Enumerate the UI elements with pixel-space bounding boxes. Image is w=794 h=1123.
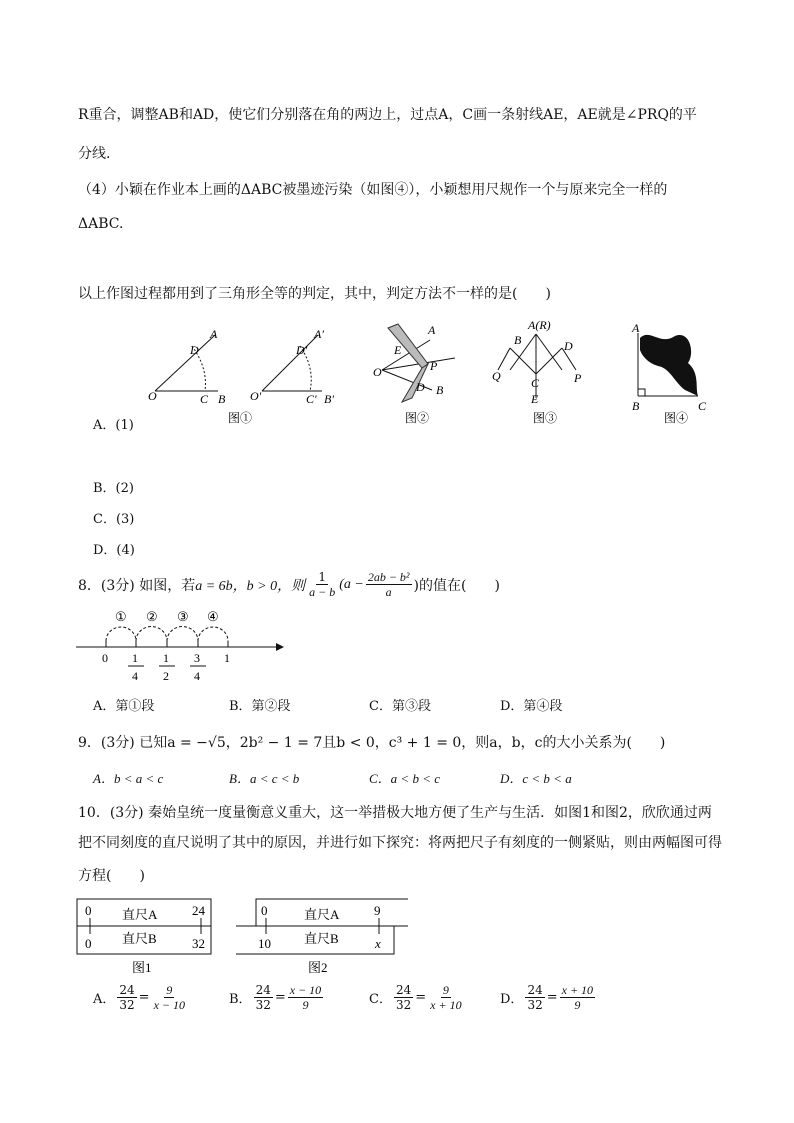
q10-b-rden: 9 <box>302 998 309 1012</box>
svg-text:B: B <box>218 392 226 406</box>
q10-c-lden: 32 <box>395 998 412 1012</box>
fig1-a-left: 0 <box>85 903 92 918</box>
tick-threequarter-num: 3 <box>194 651 200 665</box>
q9-stem: 9．(3分) 已知a = −√5，2b² − 1 = 7且b < 0，c³ + 1 = 0，则a，b，c的大小关系为( ) <box>78 735 666 751</box>
tick-half-num: 1 <box>163 651 169 665</box>
segment-3: ③ <box>177 609 189 624</box>
fig2-label: 图2 <box>308 960 328 975</box>
q10-option-a[interactable]: A． $\frac{24}{32}$ = $\frac{9}{x - 10}$ <box>93 983 186 1012</box>
fig1-b-left: 0 <box>85 936 92 951</box>
svg-text:B′: B′ <box>324 392 334 406</box>
figure-3 <box>492 318 582 425</box>
tick-1: 1 <box>224 651 230 665</box>
q8-frac1-num: 1 <box>318 570 326 584</box>
q7-text-line2: 分线. <box>78 146 111 162</box>
q8-mid: (a − <box>339 576 364 592</box>
q7-text-line1: R重合，调整AB和AD，使它们分别落在角的两边上，过点A，C画一条射线AE，AE就是∠PRQ的平 <box>78 107 697 123</box>
fig2-ruler-b: 直尺B <box>304 931 339 946</box>
svg-text:P: P <box>574 371 582 385</box>
q10-option-d-letter: D． <box>500 992 524 1007</box>
fig2-a-right: 9 <box>374 903 381 918</box>
q10-text-line1: 10．(3分) 秦始皇统一度量衡意义重大，这一举措极大地方便了生产与生活．如图1和图2，欣欣通过两 <box>78 805 712 821</box>
q10-b-lden: 32 <box>255 998 271 1012</box>
fig-label-3: 图③ <box>533 411 558 425</box>
q10-d-rnum: x + 10 <box>561 983 594 997</box>
fig2-b-right: x <box>375 936 381 951</box>
fig-label-1: 图① <box>228 411 253 425</box>
svg-text:B: B <box>514 333 522 347</box>
q8-option-b[interactable]: B．第②段 <box>229 699 291 714</box>
svg-text:C′: C′ <box>306 392 317 406</box>
tick-0: 0 <box>102 651 108 665</box>
q10-option-c-letter: C． <box>369 992 392 1007</box>
q8-fraction-2 <box>366 570 412 599</box>
svg-text:D: D <box>416 380 425 394</box>
q10-c-rnum: 9 <box>442 983 449 997</box>
svg-text:Q: Q <box>492 369 501 383</box>
fig1-ruler-a: 直尺A <box>122 907 158 922</box>
svg-text:A: A <box>210 327 218 341</box>
q10-a-rden: x − 10 <box>153 998 186 1012</box>
q8-frac2-num: 2ab − b² <box>367 570 410 584</box>
q10-a-rnum: 9 <box>166 983 173 997</box>
q10-c-lnum: 24 <box>395 983 412 997</box>
svg-text:O′: O′ <box>250 389 262 403</box>
q10-a-lden: 32 <box>119 998 135 1012</box>
q10-b-rnum: x − 10 <box>289 983 322 997</box>
fig2-a-left: 0 <box>261 903 268 918</box>
q9-option-c[interactable]: C．a < b < c <box>369 771 440 786</box>
svg-text:A(R): A(R) <box>528 318 551 332</box>
q9-option-b[interactable]: B．a < c < b <box>229 771 300 786</box>
svg-text:D: D <box>190 343 199 357</box>
q10-d-rden: 9 <box>574 998 581 1012</box>
svg-text:C: C <box>200 392 209 406</box>
fig-label-2: 图② <box>405 411 430 425</box>
q8-stem <box>78 570 500 599</box>
q8-suffix: )的值在( ) <box>413 577 500 594</box>
q10-option-c[interactable]: C． $\frac{24}{32}$ = $\frac{9}{x + 10}$ <box>369 983 462 1012</box>
q10-c-rden: x + 10 <box>430 998 462 1012</box>
svg-text:B: B <box>436 383 444 397</box>
fig1-label: 图1 <box>132 960 152 975</box>
q10-b-lnum: 24 <box>255 983 271 997</box>
q7-figures <box>130 318 730 428</box>
svg-text:C: C <box>531 376 540 390</box>
svg-text:D′: D′ <box>296 343 308 357</box>
svg-text:E: E <box>531 392 539 406</box>
q8-number-line <box>76 605 286 685</box>
figure-1 <box>148 327 252 425</box>
q8-option-d[interactable]: D．第④段 <box>500 699 563 714</box>
q7-option-c[interactable]: C．(3) <box>93 512 135 527</box>
fig1-ruler-b: 直尺B <box>122 931 157 946</box>
q10-figure-2 <box>236 898 416 978</box>
fig-label-4: 图④ <box>664 411 689 425</box>
q8-frac2-den: a <box>385 585 392 599</box>
q10-text-line3: 方程( ) <box>78 868 145 884</box>
svg-text:E: E <box>394 343 402 357</box>
fig2-ruler-a: 直尺A <box>304 907 340 922</box>
q7-text-line4: ΔABC. <box>78 216 124 232</box>
svg-text:A′: A′ <box>314 327 324 341</box>
svg-text:B: B <box>632 399 640 413</box>
figure-4 <box>631 321 707 425</box>
q9-option-a[interactable]: A．b < a < c <box>93 771 164 786</box>
svg-text:O: O <box>373 365 382 379</box>
q7-option-d[interactable]: D．(4) <box>93 543 135 558</box>
q8-option-a[interactable]: A．第①段 <box>93 699 155 714</box>
svg-text:A: A <box>428 323 436 337</box>
q7-option-a[interactable]: A．(1) <box>93 418 134 433</box>
q7-text-line3: （4）小颖在作业本上画的ΔABC被墨迹污染（如图④），小颖想用尺规作一个与原来完全一样的 <box>78 182 668 198</box>
fig1-b-right: 32 <box>192 936 205 951</box>
svg-text:D: D <box>564 339 573 353</box>
q10-option-d[interactable]: D． $\frac{24}{32}$ = $\frac{x + 10}{9}$ <box>500 983 594 1012</box>
svg-text:O: O <box>148 389 157 403</box>
segment-4: ④ <box>207 609 219 624</box>
q10-option-b[interactable]: B． $\frac{24}{32}$ = $\frac{x - 10}{9}$ <box>229 983 322 1012</box>
svg-text:A: A <box>632 321 640 335</box>
q10-option-a-letter: A． <box>93 992 116 1007</box>
tick-quarter-num: 1 <box>132 651 138 665</box>
svg-text:P: P <box>430 359 438 373</box>
svg-text:C: C <box>698 399 707 413</box>
q9-option-d[interactable]: D．c < b < a <box>500 771 572 786</box>
q8-frac1-den: a − b <box>309 585 336 599</box>
tick-quarter-den: 4 <box>132 669 138 683</box>
segment-2: ② <box>146 609 158 624</box>
q10-a-lnum: 24 <box>119 983 135 997</box>
q10-option-b-letter: B． <box>229 992 252 1007</box>
q10-figure-1 <box>76 898 216 978</box>
q7-option-b[interactable]: B．(2) <box>93 481 134 496</box>
segment-1: ① <box>115 609 127 624</box>
q10-d-lden: 32 <box>527 998 543 1012</box>
figure-2 <box>373 323 455 425</box>
q8-condition: a = 6b，b > 0，则 <box>195 578 306 594</box>
q8-option-c[interactable]: C．第③段 <box>369 699 431 714</box>
tick-half-den: 2 <box>163 669 169 683</box>
fig1-a-right: 24 <box>192 903 205 918</box>
q10-text-line2: 把不同刻度的直尺说明了其中的原因，并进行如下探究：将两把尺子有刻度的一侧紧贴，则由两幅图可得 <box>78 835 722 851</box>
q10-d-lnum: 24 <box>527 983 543 997</box>
fig2-b-left: 10 <box>258 936 271 951</box>
tick-threequarter-den: 4 <box>194 669 200 683</box>
figure-1-copy <box>250 327 334 406</box>
q8-prefix: 8．(3分) 如图，若 <box>78 577 196 594</box>
q7-question: 以上作图过程都用到了三角形全等的判定，其中，判定方法不一样的是( ) <box>78 286 551 302</box>
q8-fraction-1 <box>307 570 337 599</box>
